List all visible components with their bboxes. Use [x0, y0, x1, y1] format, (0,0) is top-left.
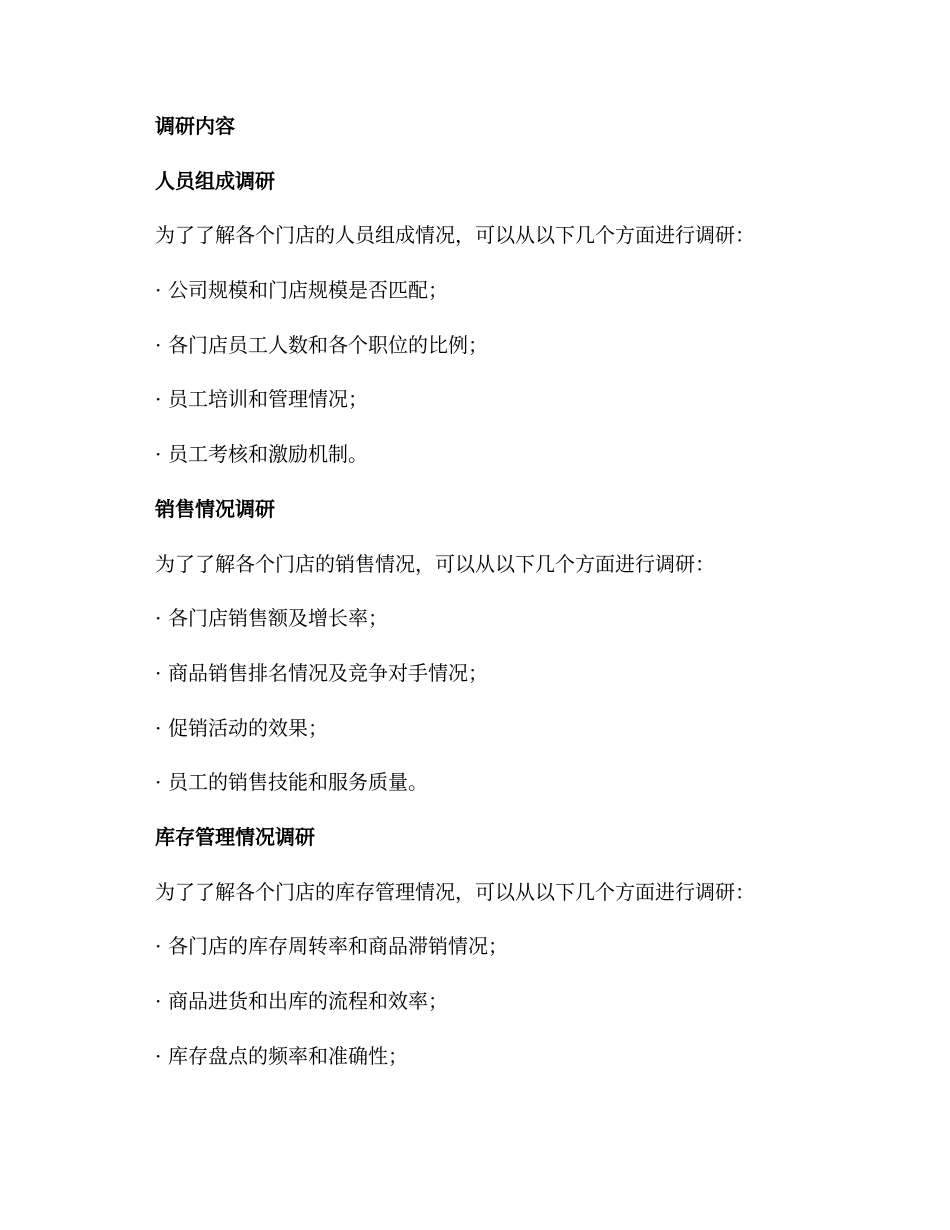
section-heading-sales: 销售情况调研 [155, 496, 275, 521]
list-item-text: 促销活动的效果； [168, 715, 328, 740]
bullet-icon: · [155, 934, 162, 959]
list-item-text: 公司规模和门店规模是否匹配； [168, 278, 448, 303]
section-heading-inventory: 库存管理情况调研 [155, 824, 315, 849]
list-item-text: 员工考核和激励机制。 [168, 442, 368, 467]
section-intro-sales: 为了了解各个门店的销售情况，可以从以下几个方面进行调研： [155, 551, 715, 576]
list-item-text: 各门店员工人数和各个职位的比例； [168, 332, 488, 357]
list-item [155, 924, 855, 979]
bullet-icon: · [155, 606, 162, 631]
list-item-text: 员工的销售技能和服务质量。 [168, 770, 428, 795]
list-item-text: 库存盘点的频率和准确性； [168, 1043, 408, 1068]
section-heading-staffing: 人员组成调研 [155, 168, 275, 193]
bullet-icon: · [155, 442, 162, 467]
list-item [155, 1034, 855, 1089]
section-intro-staffing: 为了了解各个门店的人员组成情况，可以从以下几个方面进行调研： [155, 223, 755, 248]
list-item-text: 各门店的库存周转率和商品滞销情况； [168, 934, 508, 959]
list-item [155, 706, 855, 761]
list-item-text: 员工培训和管理情况； [168, 387, 368, 412]
list-item-text: 各门店销售额及增长率； [168, 606, 388, 631]
bullet-icon: · [155, 770, 162, 795]
list-item [155, 268, 855, 323]
document-title: 调研内容 [155, 114, 235, 138]
bullet-icon: · [155, 660, 162, 685]
list-item-text: 商品进货和出库的流程和效率； [168, 989, 448, 1013]
bullet-icon: · [155, 989, 162, 1013]
list-item [155, 432, 855, 487]
document-page [155, 104, 855, 1088]
list-item [155, 979, 855, 1034]
list-item [155, 323, 855, 378]
bullet-icon: · [155, 278, 162, 303]
list-item [155, 651, 855, 706]
list-item [155, 760, 855, 815]
bullet-icon: · [155, 1043, 162, 1068]
bullet-icon: · [155, 332, 162, 357]
list-item [155, 596, 855, 651]
section-intro-inventory: 为了了解各个门店的库存管理情况，可以从以下几个方面进行调研： [155, 879, 755, 904]
list-item [155, 377, 855, 432]
list-item-text: 商品销售排名情况及竞争对手情况； [168, 660, 488, 685]
bullet-icon: · [155, 715, 162, 740]
bullet-icon: · [155, 387, 162, 412]
